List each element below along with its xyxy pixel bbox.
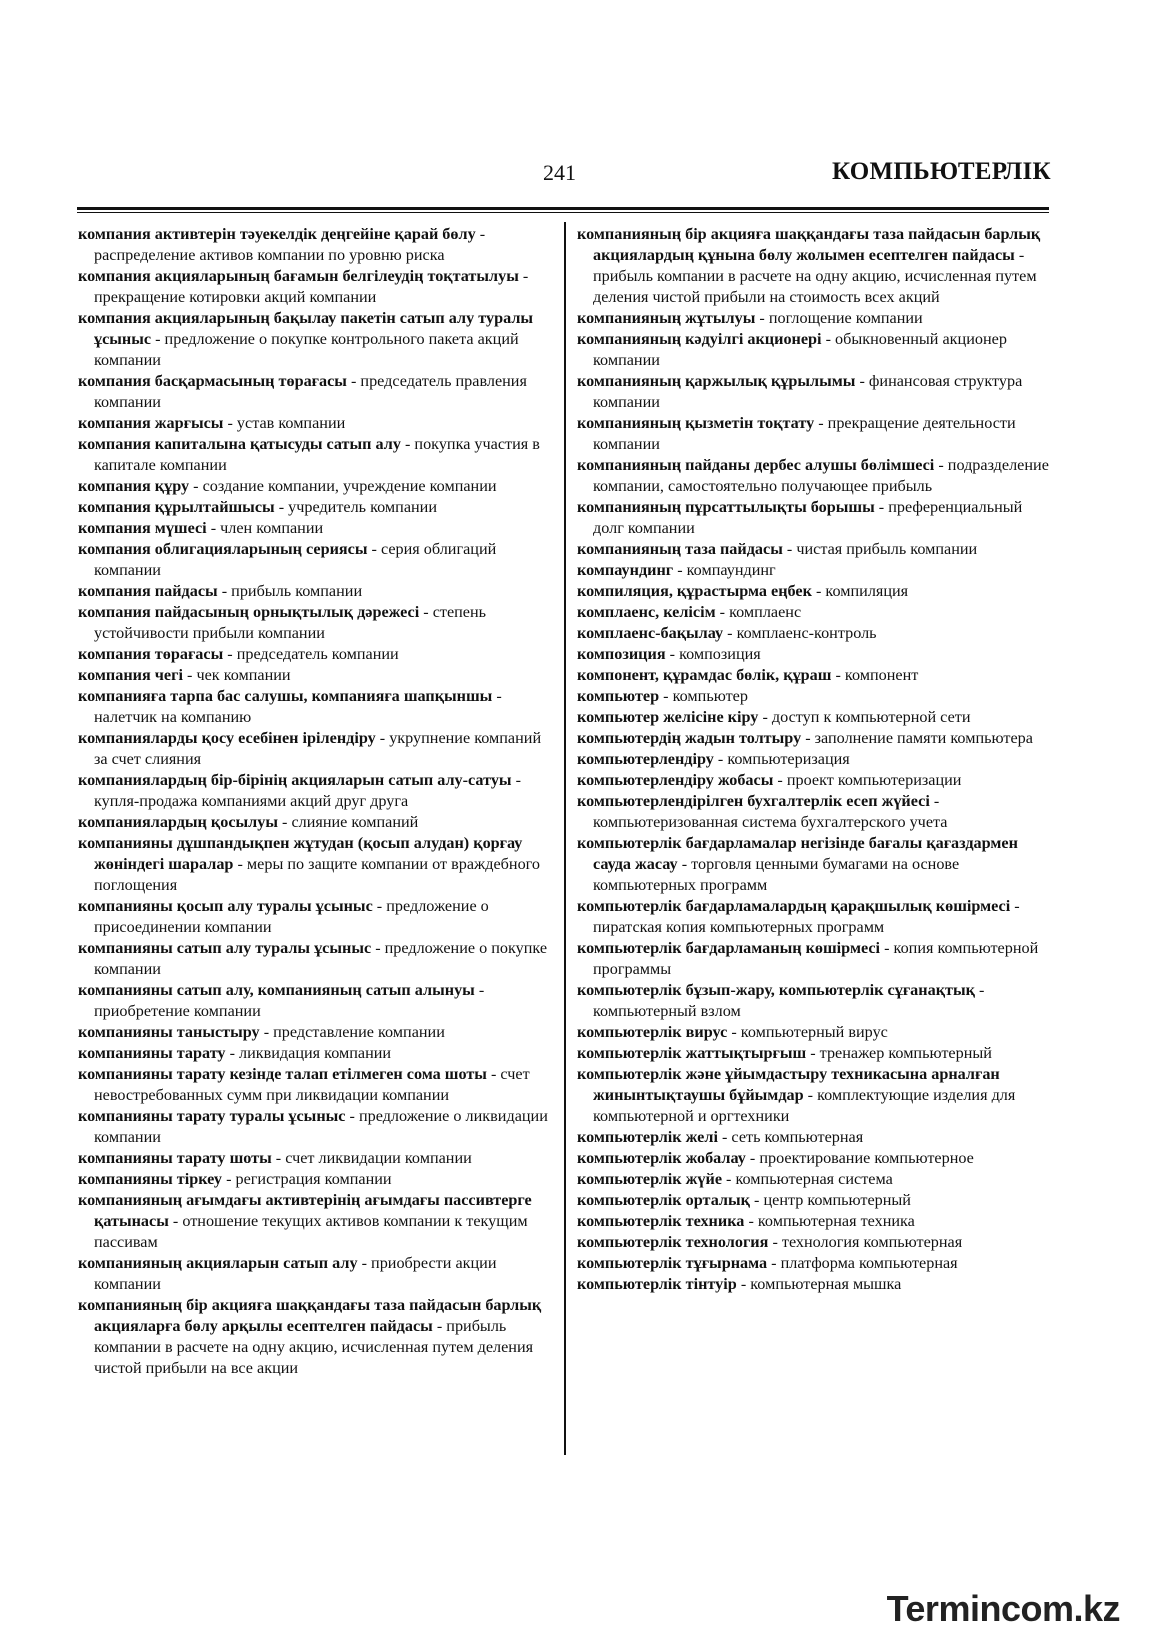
dictionary-entry xyxy=(78,896,550,938)
entry-translation: - слияние компаний xyxy=(282,813,419,831)
dictionary-entry xyxy=(78,644,550,665)
entry-translation: - компьютер xyxy=(663,687,748,705)
dictionary-entry xyxy=(577,560,1051,581)
entry-translation: - предложение о покупке компании xyxy=(94,939,548,978)
dictionary-entry xyxy=(78,770,550,812)
dictionary-entry xyxy=(577,1211,1051,1232)
entry-term: компьютерлік орталық xyxy=(577,1191,750,1209)
entry-term: компанияны қосып алу туралы ұсыныс xyxy=(78,897,373,915)
dictionary-entry xyxy=(78,1022,550,1043)
entry-translation: - компьютерная мышка xyxy=(740,1275,902,1293)
dictionary-entry xyxy=(577,1232,1051,1253)
entry-term: компаундинг xyxy=(577,561,674,579)
dictionary-entry xyxy=(577,329,1051,371)
entry-term: компаниялардың бір-бірінің акцияларын сатып алу-сатуы xyxy=(78,771,512,789)
dictionary-entry xyxy=(577,938,1051,980)
entry-translation: - комплектующие изделия для компьютерной и оргтехники xyxy=(593,1086,1016,1125)
entry-term: компанияны тарату кезінде талап етілмеген сома шоты xyxy=(78,1065,487,1083)
entry-translation: - серия облигаций компании xyxy=(94,540,497,579)
dictionary-entry xyxy=(78,497,550,518)
entry-term: компания құру xyxy=(78,477,190,495)
dictionary-entry xyxy=(78,1253,550,1295)
entry-term: компанияға тарпа бас салушы, компанияға шапқыншы xyxy=(78,687,493,705)
entry-translation: - компьютерная система xyxy=(726,1170,893,1188)
entry-term: компанияның акцияларын сатып алу xyxy=(78,1254,358,1272)
entry-term: комплаенс-бақылау xyxy=(577,624,724,642)
dictionary-entry xyxy=(577,896,1051,938)
dictionary-entry xyxy=(577,1148,1051,1169)
dictionary-entry xyxy=(577,665,1051,686)
entry-term: компьютерлік бағдарламаның көшірмесі xyxy=(577,939,881,957)
entry-translation: - представление компании xyxy=(263,1023,445,1041)
dictionary-entry xyxy=(577,497,1051,539)
dictionary-entry xyxy=(577,1064,1051,1127)
entry-translation: - предложение о ликвидации компании xyxy=(94,1107,548,1146)
entry-term: компьютерлік тінтуір xyxy=(577,1275,737,1293)
entry-term: компьютерлік бағдарламалардың қарақшылық көшірмесі xyxy=(577,897,1011,915)
dictionary-entry xyxy=(577,1043,1051,1064)
entry-translation: - прекращение деятельности компании xyxy=(593,414,1016,453)
entry-translation: - платформа компьютерная xyxy=(771,1254,958,1272)
entry-term: компьютерлік және ұйымдастыру техникасына арналған жинынтықтаушы бұйымдар xyxy=(577,1065,1000,1104)
dictionary-entry xyxy=(577,749,1051,770)
dictionary-entry xyxy=(577,728,1051,749)
entry-term: компанияны таныстыру xyxy=(78,1023,260,1041)
entry-translation: - ликвидация компании xyxy=(229,1044,392,1062)
entry-translation: - копия компьютерной программы xyxy=(593,939,1039,978)
entry-term: компания чегі xyxy=(78,666,183,684)
entry-translation: - компонент xyxy=(835,666,919,684)
dictionary-entry xyxy=(577,1190,1051,1211)
entry-term: компания төрағасы xyxy=(78,645,224,663)
entry-term: компиляция, құрастырма еңбек xyxy=(577,582,812,600)
dictionary-entry xyxy=(577,791,1051,833)
dictionary-entry xyxy=(577,1169,1051,1190)
entry-translation: - приобретение компании xyxy=(94,981,485,1020)
entry-translation: - счет невостребованных сумм при ликвидации компании xyxy=(94,1065,530,1104)
entry-term: компанияның ағымдағы активтерінің ағымдағы пассивтерге қатынасы xyxy=(78,1191,532,1230)
dictionary-entry xyxy=(577,539,1051,560)
entry-term: компанияны тіркеу xyxy=(78,1170,223,1188)
entry-term: компьютерлік желі xyxy=(577,1128,718,1146)
entry-translation: - покупка участия в капитале компании xyxy=(94,435,540,474)
dictionary-entry xyxy=(78,1190,550,1253)
entry-term: компьютерлік тұғырнама xyxy=(577,1254,768,1272)
site-logo[interactable]: Termincom.kz xyxy=(886,1588,1120,1629)
entry-translation: - преференциальный долг компании xyxy=(593,498,1023,537)
dictionary-entry xyxy=(78,434,550,476)
entry-translation: - член компании xyxy=(210,519,324,537)
entry-translation: - компьютерный вирус xyxy=(731,1023,888,1041)
entry-translation: - укрупнение компаний за счет слияния xyxy=(94,729,542,768)
entry-term: компанияны тарату шоты xyxy=(78,1149,272,1167)
entry-term: компанияның жұтылуы xyxy=(577,309,756,327)
page-number: 241 xyxy=(543,160,576,185)
dictionary-entry xyxy=(78,476,550,497)
dictionary-entry xyxy=(78,1295,550,1379)
entry-translation: - технология компьютерная xyxy=(772,1233,963,1251)
entry-translation: - устав компании xyxy=(227,414,346,432)
entry-translation: - председатель правления компании xyxy=(94,372,527,411)
entry-term: компьютерлендіру жобасы xyxy=(577,771,774,789)
dictionary-entry xyxy=(78,728,550,770)
entry-term: компанияны сатып алу, компанияның сатып алынуы xyxy=(78,981,475,999)
entry-translation: - компьютерная техника xyxy=(748,1212,915,1230)
dictionary-entry xyxy=(577,833,1051,896)
entry-translation: - прибыль компании xyxy=(221,582,363,600)
entry-translation: - подразделение компании, самостоятельно получающее прибыль xyxy=(593,456,1049,495)
entry-translation: - чек компании xyxy=(187,666,291,684)
entry-term: компьютерлік бағдарламалар негізінде бағалы қағаздармен сауда жасау xyxy=(577,834,1018,873)
entry-term: компьютерлік вирус xyxy=(577,1023,728,1041)
dictionary-entry xyxy=(78,938,550,980)
entry-term: компьютерлік жаттықтырғыш xyxy=(577,1044,807,1062)
column-divider xyxy=(564,222,566,1455)
entry-translation: - предложение о покупке контрольного пакета акций компании xyxy=(94,330,519,369)
entry-translation: - проектирование компьютерное xyxy=(749,1149,974,1167)
dictionary-entry xyxy=(577,413,1051,455)
entry-term: компания пайдасының орнықтылық дәрежесі xyxy=(78,603,420,621)
entry-translation: - предложение о присоединении компании xyxy=(94,897,489,936)
dictionary-entry xyxy=(78,686,550,728)
dictionary-entry xyxy=(78,518,550,539)
entry-translation: - обыкновенный акционер компании xyxy=(593,330,1007,369)
entry-term: компания акцияларының бақылау пакетін сатып алу туралы ұсыныс xyxy=(78,309,534,348)
dictionary-entry xyxy=(78,1106,550,1148)
running-head: КОМПЬЮТЕРЛІК xyxy=(831,158,1051,185)
dictionary-entry xyxy=(78,665,550,686)
entry-term: компьютерлік жобалау xyxy=(577,1149,746,1167)
entry-term: компьютердің жадын толтыру xyxy=(577,729,802,747)
dictionary-entry xyxy=(577,581,1051,602)
entry-term: компаниялардың қосылуы xyxy=(78,813,278,831)
entry-term: компания басқармасының төрағасы xyxy=(78,372,347,390)
entry-translation: - степень устойчивости прибыли компании xyxy=(94,603,487,642)
entry-translation: - компьютеризация xyxy=(717,750,850,768)
dictionary-entry xyxy=(78,833,550,896)
dictionary-entry xyxy=(78,581,550,602)
entry-term: компанияның қаржылық құрылымы xyxy=(577,372,856,390)
dictionary-entry xyxy=(577,455,1051,497)
dictionary-entry xyxy=(577,623,1051,644)
entry-translation: - компьютеризованная система бухгалтерского учета xyxy=(593,792,948,831)
dictionary-entry xyxy=(78,1043,550,1064)
entry-translation: - компиляция xyxy=(815,582,909,600)
entry-term: компанияны дұшпандықпен жұтудан (қосып алудан) қорғау жөніндегі шаралар xyxy=(78,834,523,873)
entry-translation: - компьютерный взлом xyxy=(593,981,985,1020)
dictionary-entry xyxy=(577,644,1051,665)
entry-term: компьютерлік бұзып-жару, компьютерлік сұғанақтық xyxy=(577,981,975,999)
entry-term: компанияны тарату туралы ұсыныс xyxy=(78,1107,346,1125)
entry-term: компания құрылтайшысы xyxy=(78,498,275,516)
header-rule-thick xyxy=(77,207,1049,210)
entry-term: компанияны сатып алу туралы ұсыныс xyxy=(78,939,372,957)
dictionary-entry xyxy=(577,1022,1051,1043)
entry-term: компания жарғысы xyxy=(78,414,224,432)
entry-term: компьютер желісіне кіру xyxy=(577,708,759,726)
entry-term: компанияның бір акцияға шаққандағы таза пайдасын барлық акциялардың құнына бөлу жолымен есептелген пайдасы xyxy=(577,225,1041,264)
entry-translation: - чистая прибыль компании xyxy=(786,540,978,558)
entry-translation: - заполнение памяти компьютера xyxy=(805,729,1033,747)
dictionary-entry xyxy=(78,371,550,413)
entry-translation: - отношение текущих активов компании к текущим пассивам xyxy=(94,1212,528,1251)
dictionary-entry xyxy=(577,1253,1051,1274)
dictionary-entry xyxy=(577,602,1051,623)
entry-translation: - приобрести акции компании xyxy=(94,1254,497,1293)
entry-translation: - купля-продажа компаниями акций друг друга xyxy=(94,771,522,810)
entry-translation: - счет ликвидации компании xyxy=(275,1149,472,1167)
entry-term: компьютерлік технология xyxy=(577,1233,769,1251)
entry-translation: - распределение активов компании по уровню риска xyxy=(94,225,486,264)
entry-term: компания облигацияларының сериясы xyxy=(78,540,368,558)
entry-term: компания пайдасы xyxy=(78,582,218,600)
dictionary-entry xyxy=(577,980,1051,1022)
entry-term: комплаенс, келісім xyxy=(577,603,716,621)
entry-translation: - комплаенс xyxy=(719,603,802,621)
entry-term: компанияның пайданы дербес алушы бөлімшесі xyxy=(577,456,935,474)
dictionary-entry xyxy=(78,266,550,308)
entry-translation: - торговля ценными бумагами на основе компьютерных программ xyxy=(593,855,960,894)
entry-term: компанияның кәдуілгі акционері xyxy=(577,330,822,348)
entry-translation: - учредитель компании xyxy=(278,498,438,516)
dictionary-entry xyxy=(78,1169,550,1190)
entry-translation: - прибыль компании в расчете на одну акцию, исчисленная путем деления чистой прибыли на стоимость всех акций xyxy=(593,246,1037,306)
entry-term: компонент, құрамдас бөлік, құраш xyxy=(577,666,832,684)
entry-term: компанияның қызметін тоқтату xyxy=(577,414,815,432)
header-rule-thin xyxy=(77,212,1049,213)
entry-term: компьютерлендірілген бухгалтерлік есеп жүйесі xyxy=(577,792,930,810)
entry-term: компьютерлендіру xyxy=(577,750,714,768)
entry-term: компьютерлік жүйе xyxy=(577,1170,722,1188)
dictionary-entry xyxy=(577,686,1051,707)
entry-translation: - председатель компании xyxy=(227,645,399,663)
dictionary-entry xyxy=(78,539,550,581)
entry-translation: - прекращение котировки акций компании xyxy=(94,267,529,306)
entry-translation: - поглощение компании xyxy=(759,309,923,327)
entry-translation: - налетчик на компанию xyxy=(94,687,502,726)
entry-translation: - меры по защите компании от враждебного поглощения xyxy=(94,855,540,894)
entry-translation: - компаундинг xyxy=(677,561,776,579)
entry-term: компанияның бір акцияға шаққандағы таза пайдасын барлық акцияларға бөлу арқылы есептелген пайдасы xyxy=(78,1296,542,1335)
entry-translation: - регистрация компании xyxy=(226,1170,392,1188)
entry-translation: - доступ к компьютерной сети xyxy=(762,708,971,726)
dictionary-entry xyxy=(577,1127,1051,1148)
dictionary-entry xyxy=(577,224,1051,308)
entry-translation: - проект компьютеризации xyxy=(777,771,962,789)
entry-term: компьютерлік техника xyxy=(577,1212,745,1230)
dictionary-entry xyxy=(577,707,1051,728)
dictionary-entry xyxy=(577,1274,1051,1295)
dictionary-entry xyxy=(78,602,550,644)
entry-translation: - тренажер компьютерный xyxy=(810,1044,992,1062)
entry-term: компания активтерін тәуекелдік деңгейіне қарай бөлу xyxy=(78,225,476,243)
entry-term: композиция xyxy=(577,645,666,663)
dictionary-entry xyxy=(577,308,1051,329)
dictionary-entry xyxy=(78,308,550,371)
entry-term: компанияларды қосу есебінен ірілендіру xyxy=(78,729,376,747)
dictionary-entry xyxy=(577,770,1051,791)
dictionary-entry xyxy=(78,1064,550,1106)
entry-term: компанияның пұрсаттылықты борышы xyxy=(577,498,875,516)
entry-term: компания мүшесі xyxy=(78,519,207,537)
entry-term: компания капиталына қатысуды сатып алу xyxy=(78,435,401,453)
entry-term: компьютер xyxy=(577,687,660,705)
dictionary-entry xyxy=(78,980,550,1022)
dictionary-entry xyxy=(78,413,550,434)
entry-translation: - финансовая структура компании xyxy=(593,372,1023,411)
entry-translation: - композиция xyxy=(669,645,761,663)
dictionary-entry xyxy=(78,812,550,833)
entry-translation: - пиратская копия компьютерных программ xyxy=(593,897,1020,936)
entry-term: компанияны тарату xyxy=(78,1044,226,1062)
entry-term: компания акцияларының бағамын белгілеудің тоқтатылуы xyxy=(78,267,519,285)
dictionary-entry xyxy=(78,1148,550,1169)
entry-translation: - комплаенс-контроль xyxy=(727,624,877,642)
entry-translation: - центр компьютерный xyxy=(754,1191,911,1209)
entry-translation: - прибыль компании в расчете на одну акцию, исчисленная путем деления чистой прибыли на все акции xyxy=(94,1317,534,1377)
entry-translation: - создание компании, учреждение компании xyxy=(193,477,497,495)
right-column xyxy=(577,224,1051,1295)
left-column xyxy=(78,224,550,1379)
entry-translation: - сеть компьютерная xyxy=(722,1128,864,1146)
dictionary-entry xyxy=(577,371,1051,413)
entry-term: компанияның таза пайдасы xyxy=(577,540,783,558)
dictionary-entry xyxy=(78,224,550,266)
